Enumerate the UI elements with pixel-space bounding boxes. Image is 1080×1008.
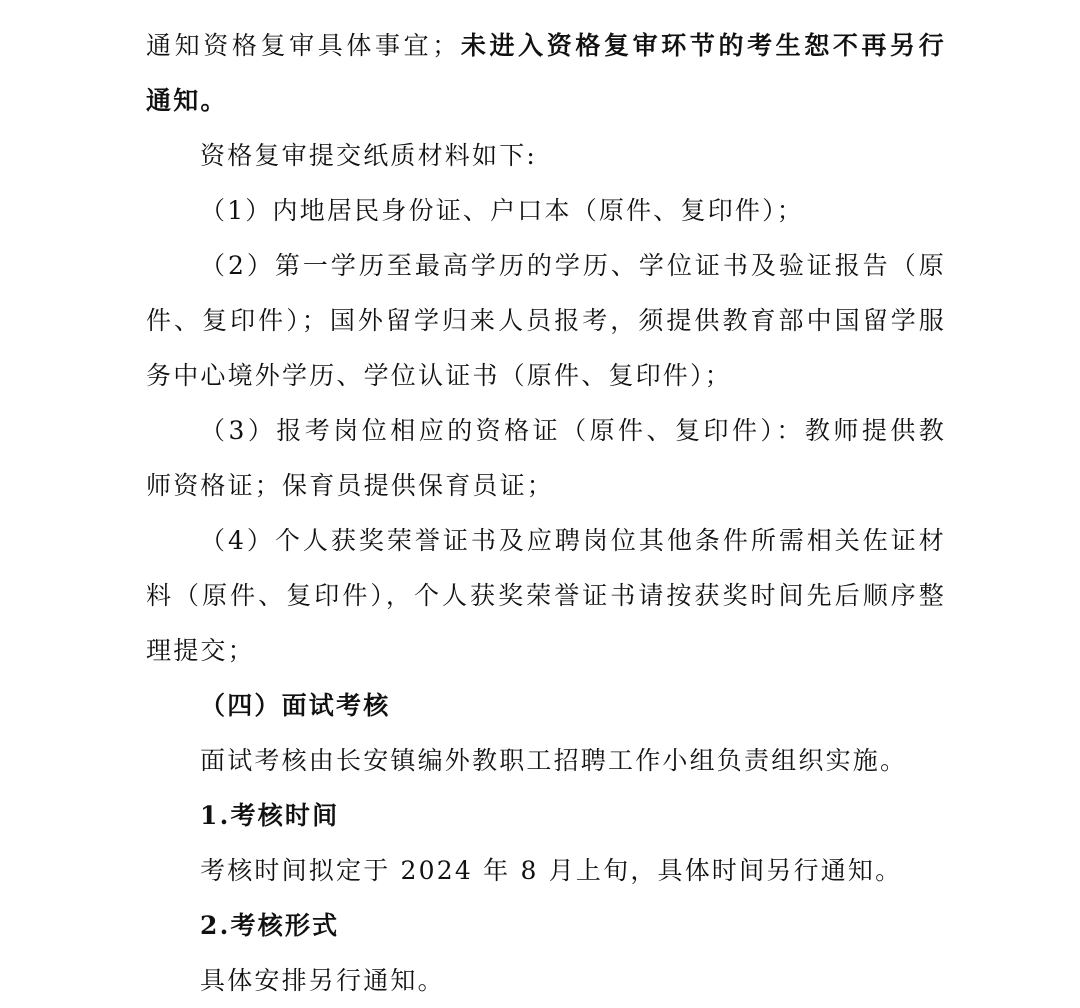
- material-item-1: （1）内地居民身份证、户口本（原件、复印件）；: [200, 196, 805, 225]
- material-item-4-line3: 理提交；: [146, 636, 255, 665]
- section-heading-interview: （四）面试考核: [200, 691, 391, 720]
- material-item-4-line1: （4）个人获奖荣誉证书及应聘岗位其他条件所需相关佐证材: [200, 526, 946, 555]
- assessment-time-text: 考核时间拟定于 2024 年 8 月上旬，具体时间另行通知。: [200, 856, 903, 885]
- material-item-3-line1: （3）报考岗位相应的资格证（原件、复印件）：教师提供教: [200, 416, 946, 445]
- document-page: [146, 18, 946, 1008]
- subheading-assessment-time: 1.考核时间: [200, 801, 340, 830]
- notice-normal-text: 通知资格复审具体事宜；: [146, 31, 460, 60]
- material-item-2-line2: 件、复印件）；国外留学归来人员报考，须提供教育部中国留学服: [146, 306, 946, 335]
- material-item-2-line3: 务中心境外学历、学位认证书（原件、复印件）；: [146, 361, 732, 390]
- material-item-4-line2: 料（原件、复印件），个人获奖荣誉证书请按获奖时间先后顺序整: [146, 581, 946, 610]
- material-item-3-line2: 师资格证；保育员提供保育员证；: [146, 471, 555, 500]
- interview-intro: 面试考核由长安镇编外教职工招聘工作小组负责组织实施。: [200, 746, 908, 775]
- assessment-format-text: 具体安排另行通知。: [200, 966, 445, 995]
- subheading-assessment-format: 2.考核形式: [200, 911, 340, 940]
- paragraph-notice-line2: 通知。: [146, 86, 228, 115]
- materials-intro: 资格复审提交纸质材料如下:: [200, 141, 538, 170]
- paragraph-notice-line1: [146, 18, 946, 73]
- notice-bold-text: 未进入资格复审环节的考生恕不再另行: [459, 31, 946, 60]
- material-item-2-line1: （2）第一学历至最高学历的学历、学位证书及验证报告（原: [200, 251, 946, 280]
